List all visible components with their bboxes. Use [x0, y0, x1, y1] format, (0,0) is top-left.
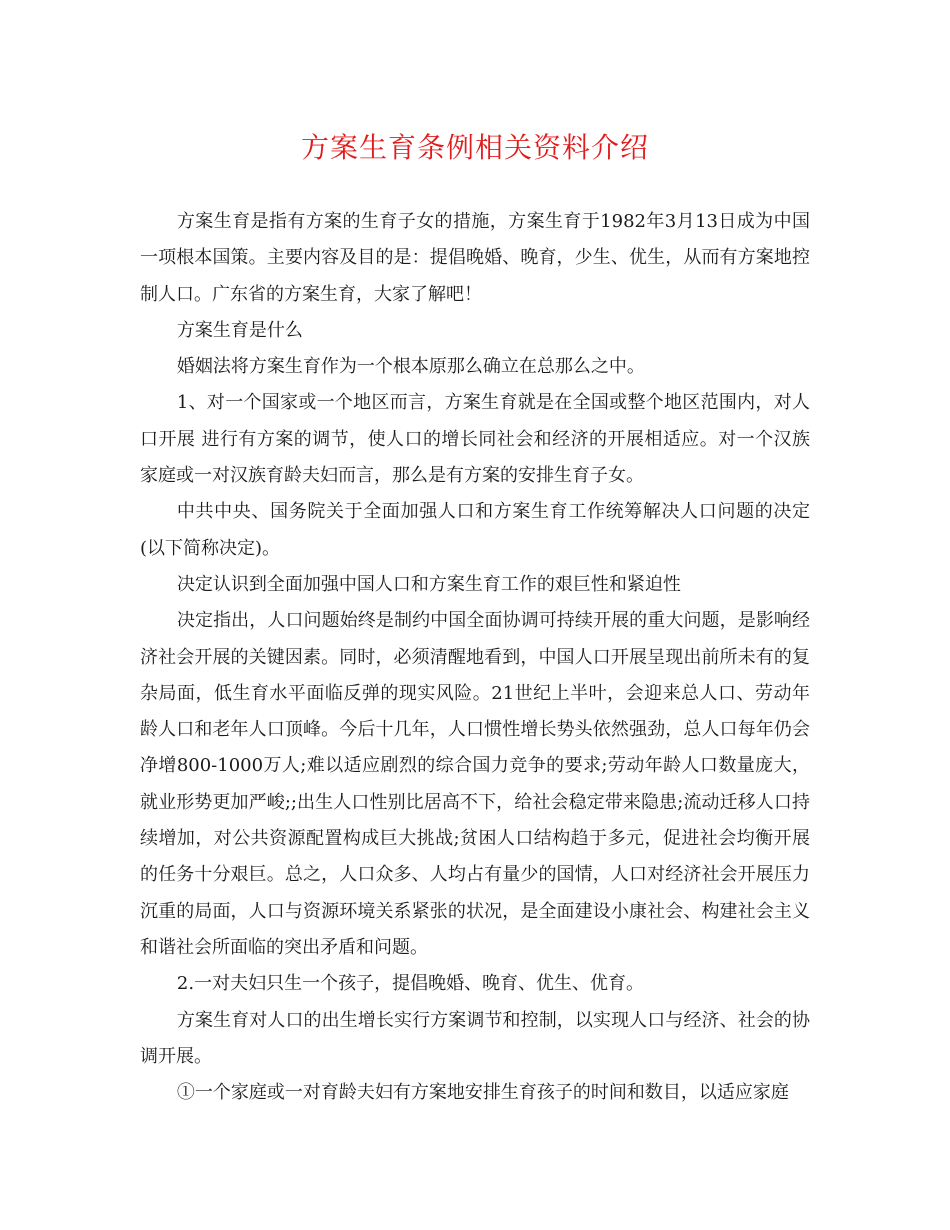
document-body [140, 204, 810, 1111]
paragraph-marriage-law: 婚姻法将方案生育作为一个根本原那么确立在总那么之中。 [176, 356, 645, 378]
paragraph-point-1: 1、对一个国家或一个地区而言，方案生育就是在全国或整个地区范围内，对人口开展 进行有方案的调节，使人口的增长同社会和经济的开展相适应。对一个汉族家庭或一对汉族育龄夫妇而言，那么是有方案的安排生育子女。 [140, 392, 810, 487]
paragraph-heading-what: 方案生育是什么 [176, 319, 303, 341]
paragraph-decision-ref: 中共中央、国务院关于全面加强人口和方案生育工作统筹解决人口问题的决定(以下简称决定)。 [140, 501, 810, 559]
document-title: 方案生育条例相关资料介绍 [300, 131, 649, 164]
paragraph-intro: 方案生育是指有方案的生育子女的措施，方案生育于1982年3月13日成为中国一项根本国策。主要内容及目的是：提倡晚婚、晚育，少生、优生，从而有方案地控制人口。广东省的方案生育，大家了解吧！ [140, 211, 810, 305]
paragraph-decision-body: 决定指出，人口问题始终是制约中国全面协调可持续开展的重大问题，是影响经济社会开展的关键因素。同时，必须清醒地看到，中国人口开展呈现出前所未有的复杂局面，低生育水平面临反弹的现实风险。21世纪上半叶，会迎来总人口、劳动年龄人口和老年人口顶峰。今后十几年，人口惯性增长势头依然强劲，总人口每年仍会净增800-1000万人;难以适应剧烈的综合国力竞争的要求;劳动年龄人口数量庞大，就业形势更加严峻;;出生人口性别比居高不下，给社会稳定带来隐患;流动迁移人口持续增加，对公共资源配置构成巨大挑战;贫困人口结构趋于多元，促进社会均衡开展的任务十分艰巨。总之，人口众多、人均占有量少的国情，人口对经济社会开展压力沉重的局面，人口与资源环境关系紧张的状况，是全面建设小康社会、构建社会主义和谐社会所面临的突出矛盾和问题。 [140, 610, 810, 958]
paragraph-item-1: ①一个家庭或一对育龄夫妇有方案地安排生育孩子的时间和数目，以适应家庭 [176, 1082, 789, 1104]
paragraph-point-2: 2.一对夫妇只生一个孩子，提倡晚婚、晚育、优生、优育。 [176, 973, 645, 995]
paragraph-decision-heading: 决定认识到全面加强中国人口和方案生育工作的艰巨性和紧迫性 [176, 573, 681, 595]
paragraph-regulation: 方案生育对人口的出生增长实行方案调节和控制，以实现人口与经济、社会的协调开展。 [140, 1009, 810, 1067]
